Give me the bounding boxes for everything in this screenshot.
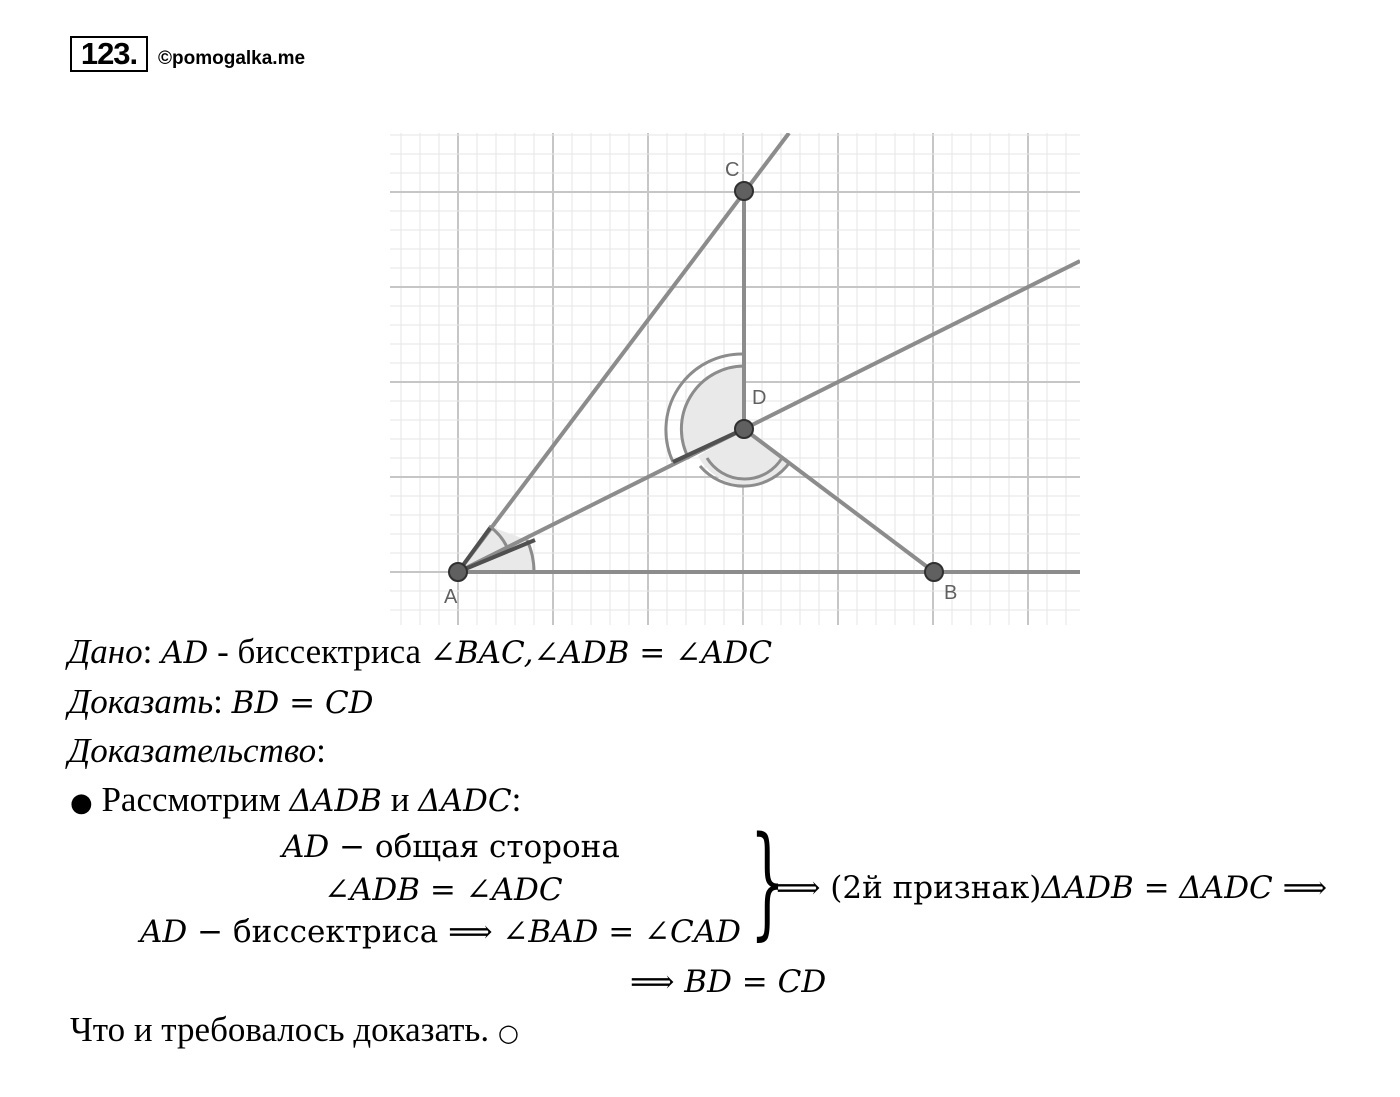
bullet-icon: ●	[70, 788, 93, 818]
conclusion-text: (2й признак)	[820, 870, 1042, 906]
proof-label: Доказательство	[68, 731, 317, 770]
row1-ad: AD	[282, 829, 330, 865]
problem-number: 123.	[70, 36, 148, 72]
row3-ad: AD −	[140, 914, 233, 950]
prove-math: BD = CD	[231, 685, 374, 721]
row-common-side	[282, 826, 620, 866]
qed-circle-icon: ○	[497, 1019, 519, 1047]
given-line	[68, 632, 772, 672]
consider-tri1: ΔADB	[289, 783, 382, 819]
point-a	[449, 563, 467, 581]
label-a: A	[444, 586, 458, 608]
prove-line	[68, 682, 374, 722]
proof-heading	[68, 731, 326, 771]
conclusion-line	[776, 870, 1327, 906]
given-ad: AD	[161, 635, 209, 671]
figure-lines	[458, 133, 1080, 572]
row3-text: биссектриса	[232, 914, 449, 950]
proof-colon: :	[316, 731, 326, 770]
given-label: Дано	[68, 632, 143, 671]
row3-math: ⟹ ∠BAD = ∠CAD	[448, 914, 741, 950]
qed-text: Что и требовалось доказать.	[70, 1010, 498, 1049]
label-c: C	[725, 159, 740, 181]
label-b: B	[944, 582, 958, 604]
ray-ad	[458, 261, 1080, 572]
given-mid: - биссектриса	[208, 632, 430, 671]
consider-and: и	[381, 780, 419, 819]
prove-colon: :	[213, 682, 223, 721]
given-math: ∠BAC,∠ADB = ∠ADC	[429, 635, 773, 671]
row1-text: − общая сторона	[329, 829, 620, 865]
conclusion-arrow: ⟹	[776, 870, 821, 906]
point-d	[735, 420, 753, 438]
conclusion-math: ΔADB = ΔADC ⟹	[1041, 870, 1328, 906]
point-c	[735, 182, 753, 200]
consider-colon: :	[511, 780, 522, 819]
final-equation: ⟹ BD = CD	[630, 964, 827, 1000]
consider-text: Рассмотрим	[101, 780, 290, 819]
consider-tri2: ΔADC	[418, 783, 512, 819]
prove-label: Доказать	[68, 682, 214, 721]
site-watermark: ©pomogalka.me	[158, 48, 306, 69]
qed-line	[70, 1010, 519, 1050]
row-bisector	[140, 914, 741, 950]
consider-line	[70, 780, 521, 820]
system-brace: }	[750, 810, 785, 952]
given-colon: :	[142, 632, 153, 671]
label-d: D	[752, 387, 767, 409]
point-b	[925, 563, 943, 581]
row-equal-angles: ∠ADB = ∠ADC	[324, 872, 563, 908]
